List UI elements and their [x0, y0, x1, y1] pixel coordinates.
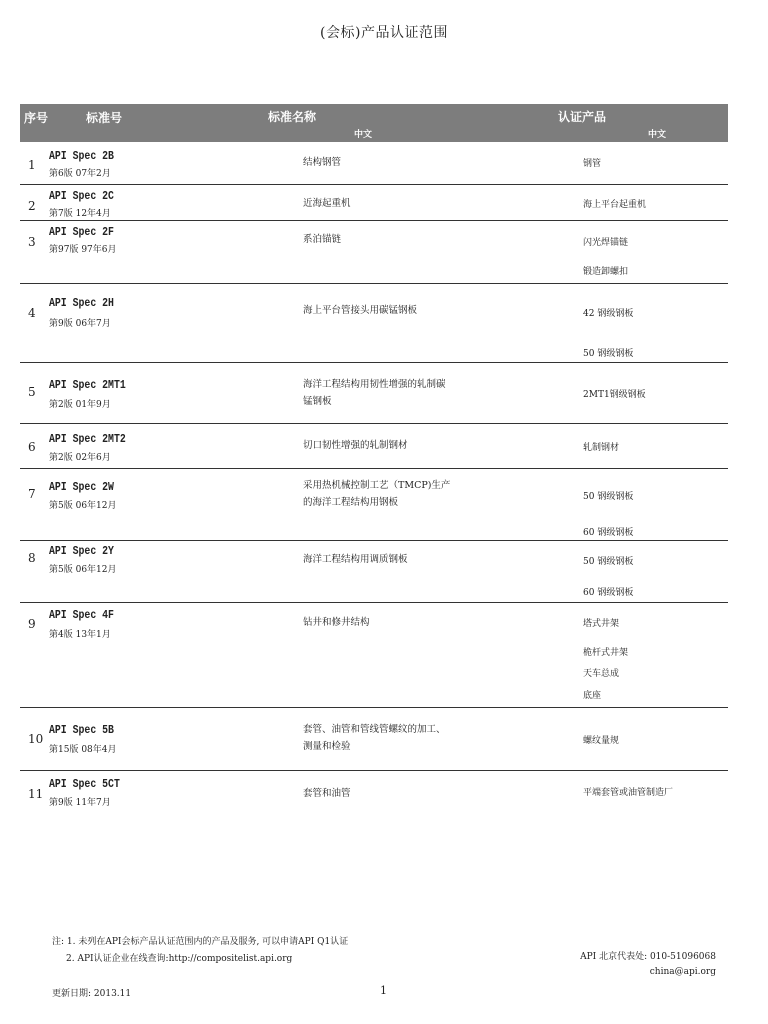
page-title: (会标)产品认证范围 — [320, 25, 448, 41]
standard-name: 采用热机械控制工艺（TMCP)生产 — [303, 480, 451, 491]
product-item: 42 钢级钢板 — [583, 309, 634, 319]
table-row — [20, 771, 728, 811]
table-row — [20, 541, 728, 603]
contact-email: china@api.org — [649, 967, 716, 977]
row-number: 7 — [28, 487, 36, 501]
standard-code: API Spec 2C — [49, 189, 114, 203]
table-row — [20, 363, 728, 424]
product-item: 60 钢级钢板 — [583, 588, 634, 598]
row-number: 2 — [28, 199, 36, 213]
standard-code: API Spec 5CT — [49, 777, 120, 791]
header-std-name: 标准名称 — [268, 110, 317, 124]
row-number: 8 — [28, 551, 36, 565]
product-item: 天车总成 — [583, 669, 620, 679]
standard-name: 的海洋工程结构用钢板 — [303, 497, 399, 508]
header-product-sub: 中文 — [648, 130, 667, 140]
header-seq: 序号 — [24, 111, 49, 125]
row-number: 1 — [28, 158, 36, 172]
standard-name: 切口韧性增强的轧制钢材 — [303, 440, 408, 451]
product-item: 50 钢级钢板 — [583, 492, 634, 502]
row-number: 3 — [28, 235, 36, 249]
product-item: 闪光焊锚链 — [583, 238, 629, 248]
standard-name: 测量和检验 — [303, 741, 351, 752]
product-item: 60 钢级钢板 — [583, 528, 634, 538]
row-number: 5 — [28, 385, 36, 399]
edition-date: 第9版 06年7月 — [49, 319, 111, 329]
table-row — [20, 221, 728, 284]
table-row — [20, 284, 728, 363]
product-item: 平端套管或油管制造厂 — [583, 788, 674, 798]
footnote-2: 2. API认证企业在线查询:http://compositelist.api.org — [66, 954, 293, 964]
edition-date: 第7版 12年4月 — [49, 209, 111, 219]
table-row — [20, 469, 728, 541]
edition-date: 第5版 06年12月 — [49, 501, 117, 511]
contact-info — [580, 950, 716, 980]
table-row — [20, 708, 728, 771]
row-number: 6 — [28, 440, 36, 454]
row-number: 11 — [28, 787, 44, 801]
standard-code: API Spec 2H — [49, 296, 114, 310]
update-date: 更新日期: 2013.11 — [52, 989, 132, 999]
edition-date: 第4版 13年1月 — [49, 630, 111, 640]
table-header — [20, 104, 728, 142]
standard-name: 锰钢板 — [303, 396, 332, 407]
product-item: 塔式井架 — [583, 619, 620, 629]
standard-code: API Spec 4F — [49, 608, 114, 622]
standard-name: 海上平台管接头用碳锰钢板 — [303, 305, 418, 316]
product-item: 海上平台起重机 — [583, 200, 647, 210]
standard-name: 系泊锚链 — [303, 234, 342, 245]
product-item: 轧制钢材 — [583, 443, 620, 453]
product-item: 桅杆式井架 — [583, 648, 629, 658]
header-std-no: 标准号 — [86, 111, 123, 125]
edition-date: 第9版 11年7月 — [49, 798, 111, 808]
product-item: 2MT1钢级钢板 — [583, 390, 646, 400]
edition-date: 第97版 97年6月 — [49, 245, 117, 255]
product-item: 锻造卸螺扣 — [583, 267, 629, 277]
edition-date: 第5版 06年12月 — [49, 565, 117, 575]
product-item: 底座 — [583, 691, 602, 701]
table-row — [20, 424, 728, 469]
edition-date: 第6版 07年2月 — [49, 169, 111, 179]
edition-date: 第15版 08年4月 — [49, 745, 117, 755]
standard-code: API Spec 2F — [49, 225, 114, 239]
product-item: 50 钢级钢板 — [583, 557, 634, 567]
header-std-name-sub: 中文 — [354, 130, 373, 140]
row-number: 4 — [28, 306, 36, 320]
page-number: 1 — [380, 984, 387, 997]
standard-code: API Spec 5B — [49, 723, 114, 737]
standard-name: 结构钢管 — [303, 157, 342, 168]
standard-name: 海洋工程结构用调质钢板 — [303, 554, 408, 565]
standard-name: 钻井和修井结构 — [303, 617, 370, 628]
standard-name: 海洋工程结构用韧性增强的轧制碳 — [303, 379, 446, 390]
product-item: 50 钢级钢板 — [583, 349, 634, 359]
office-phone: API 北京代表处: 010-51096068 — [580, 952, 716, 962]
standard-name: 套管和油管 — [303, 788, 351, 799]
standard-code: API Spec 2B — [49, 149, 114, 163]
standard-code: API Spec 2W — [49, 480, 114, 494]
header-product: 认证产品 — [558, 110, 607, 124]
row-number: 9 — [28, 617, 36, 631]
standard-name: 近海起重机 — [303, 198, 351, 209]
standard-code: API Spec 2MT2 — [49, 432, 126, 446]
table-row — [20, 185, 728, 221]
row-number: 10 — [28, 732, 44, 746]
product-item: 螺纹量规 — [583, 736, 620, 746]
edition-date: 第2版 02年6月 — [49, 453, 111, 463]
footnote-1: 注: 1. 未列在API会标产品认证范围内的产品及服务, 可以申请API Q1认证 — [52, 937, 349, 947]
standard-code: API Spec 2Y — [49, 544, 114, 558]
standard-name: 套管、油管和管线管螺纹的加工、 — [303, 724, 446, 735]
product-item: 钢管 — [583, 159, 602, 169]
table-row — [20, 142, 728, 185]
standard-code: API Spec 2MT1 — [49, 378, 126, 392]
footnotes — [52, 934, 348, 968]
edition-date: 第2版 01年9月 — [49, 400, 111, 410]
table-row — [20, 603, 728, 708]
